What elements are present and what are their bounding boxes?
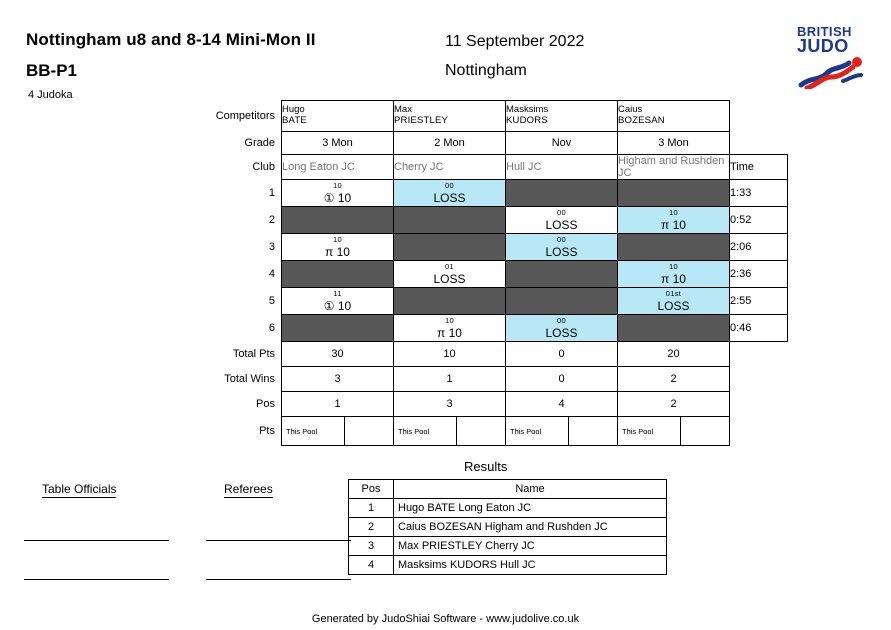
total-points-cell: 20 (618, 342, 730, 367)
competitor-cell-4 (618, 101, 730, 132)
referees-block (224, 482, 351, 580)
grade-cell-1: 3 Mon (282, 132, 394, 155)
match-cell[interactable] (506, 207, 618, 234)
position-cell: 1 (282, 392, 394, 417)
match-result: LOSS (545, 325, 578, 340)
results-col-pos: Pos (349, 480, 394, 499)
match-result: π 10 (661, 271, 686, 286)
match-cell-blocked (506, 180, 618, 207)
grade-row (207, 132, 788, 155)
total-points-row (207, 342, 788, 367)
total-points-cell: 0 (506, 342, 618, 367)
competitor-first-name: Masksims (506, 104, 549, 116)
table-row (349, 537, 667, 556)
match-code: 10 (669, 262, 678, 271)
match-cell[interactable] (282, 288, 394, 315)
competitor-cell-3 (506, 101, 618, 132)
match-row (207, 207, 788, 234)
match-code: 00 (445, 181, 454, 190)
match-time: 2:06 (730, 234, 788, 261)
pool-code: BB-P1 (26, 61, 78, 80)
match-number: 3 (268, 241, 275, 253)
spacer-cell (730, 101, 788, 132)
match-cell-blocked (618, 315, 730, 342)
match-number: 4 (268, 268, 275, 280)
result-pos: 2 (349, 518, 394, 537)
british-judo-logo (797, 26, 869, 94)
match-cell[interactable] (394, 315, 506, 342)
match-cell[interactable] (282, 180, 394, 207)
competitor-cell-1 (282, 101, 394, 132)
result-name: Hugo BATE Long Eaton JC (394, 499, 667, 518)
club-row (207, 155, 788, 180)
result-pos: 1 (349, 499, 394, 518)
pts-value[interactable] (681, 417, 729, 445)
match-row (207, 288, 788, 315)
match-time: 0:46 (730, 315, 788, 342)
results-table (348, 479, 667, 575)
total-points-cell: 10 (394, 342, 506, 367)
result-name: Masksims KUDORS Hull JC (394, 556, 667, 575)
results-col-name: Name (394, 480, 667, 499)
row-label-total-wins: Total Wins (224, 373, 275, 385)
club-cell-3: Hull JC (506, 155, 618, 180)
judo-figure-icon (797, 55, 869, 89)
total-wins-cell: 0 (506, 367, 618, 392)
match-cell-blocked (394, 234, 506, 261)
grade-cell-4: 3 Mon (618, 132, 730, 155)
match-code: 10 (333, 235, 342, 244)
match-cell[interactable] (618, 207, 730, 234)
row-label-pts: Pts (259, 425, 275, 437)
grade-cell-3: Nov (506, 132, 618, 155)
match-code: 10 (669, 208, 678, 217)
match-number: 5 (268, 295, 275, 307)
pts-cell (394, 417, 506, 446)
table-row (349, 499, 667, 518)
match-time: 2:36 (730, 261, 788, 288)
result-name: Caius BOZESAN Higham and Rushden JC (394, 518, 667, 537)
result-pos: 4 (349, 556, 394, 575)
position-row (207, 392, 788, 417)
spacer-cell (730, 342, 788, 367)
match-result: LOSS (433, 190, 466, 205)
pts-cell (506, 417, 618, 446)
match-cell-blocked (618, 180, 730, 207)
competitor-last-name: BOZESAN (618, 115, 665, 126)
total-wins-cell: 1 (394, 367, 506, 392)
grade-cell-2: 2 Mon (394, 132, 506, 155)
results-header-row (349, 480, 667, 499)
match-cell-blocked (282, 261, 394, 288)
competitor-first-name: Hugo (282, 104, 305, 116)
match-time: 2:55 (730, 288, 788, 315)
row-label-grade: Grade (244, 137, 275, 149)
table-officials-block (42, 482, 169, 580)
match-cell[interactable] (282, 234, 394, 261)
match-cell-blocked (394, 288, 506, 315)
match-cell-blocked (618, 234, 730, 261)
match-cell-blocked (506, 261, 618, 288)
match-result: ① 10 (323, 298, 352, 313)
event-venue: Nottingham (445, 62, 527, 79)
match-number: 1 (268, 187, 275, 199)
match-row (207, 315, 788, 342)
pts-cell (618, 417, 730, 446)
logo-line-2: JUDO (797, 36, 849, 57)
match-code: 10 (333, 181, 342, 190)
row-label-club: Club (252, 161, 275, 173)
position-cell: 3 (394, 392, 506, 417)
competitor-first-name: Max (394, 104, 412, 116)
pts-value[interactable] (345, 417, 393, 445)
result-name: Max PRIESTLEY Cherry JC (394, 537, 667, 556)
match-row (207, 234, 788, 261)
match-cell-blocked (282, 207, 394, 234)
results-body (349, 499, 667, 575)
match-code: 11 (333, 289, 342, 298)
pool-table (207, 100, 788, 446)
pts-cell (282, 417, 394, 446)
results-head (349, 480, 667, 499)
spacer-cell (730, 132, 788, 155)
logo-line-1: BRITISH (797, 24, 852, 39)
pool-table-body (207, 101, 788, 446)
pts-pool-label: This Pool (506, 417, 569, 445)
table-row (349, 518, 667, 537)
competitor-last-name: PRIESTLEY (394, 115, 449, 126)
pts-pool-label: This Pool (618, 417, 681, 445)
total-wins-cell: 2 (618, 367, 730, 392)
match-cell[interactable] (506, 315, 618, 342)
table-row (349, 556, 667, 575)
row-label-pos: Pos (256, 398, 275, 410)
results-title: Results (464, 459, 508, 474)
match-code: 00 (557, 235, 566, 244)
pts-pool-label: This Pool (394, 417, 457, 445)
pts-pool-label: This Pool (282, 417, 345, 445)
event-date: 11 September 2022 (445, 33, 585, 50)
match-result: π 10 (661, 217, 686, 232)
competitors-row (207, 101, 788, 132)
result-pos: 3 (349, 537, 394, 556)
time-column-header: Time (730, 155, 788, 180)
match-result: LOSS (545, 217, 578, 232)
club-cell-4: Higham and Rushden JC (618, 155, 730, 180)
position-cell: 4 (506, 392, 618, 417)
match-result: π 10 (325, 244, 350, 259)
match-time: 0:52 (730, 207, 788, 234)
match-code: 00 (557, 316, 566, 325)
match-cell[interactable] (618, 288, 730, 315)
match-row (207, 180, 788, 207)
total-points-cell: 30 (282, 342, 394, 367)
referees-line-2[interactable] (206, 559, 351, 580)
competitor-last-name: BATE (282, 115, 307, 126)
pts-row (207, 417, 788, 446)
total-wins-row (207, 367, 788, 392)
match-result: π 10 (437, 325, 462, 340)
match-cell[interactable] (618, 261, 730, 288)
competitor-first-name: Caius (618, 104, 643, 116)
match-code: 01 (445, 262, 454, 271)
referees-label: Referees (224, 482, 273, 496)
match-time: 1:33 (730, 180, 788, 207)
match-number: 6 (268, 322, 275, 334)
referees-line-1[interactable] (206, 520, 351, 541)
match-code: 00 (557, 208, 566, 217)
row-label-competitors: Competitors (215, 110, 275, 122)
row-label-total-pts: Total Pts (232, 348, 275, 360)
table-officials-line-1[interactable] (24, 520, 169, 541)
logo-wordmark (797, 26, 869, 55)
match-cell-blocked (394, 207, 506, 234)
pts-value[interactable] (457, 417, 505, 445)
competitor-cell-2 (394, 101, 506, 132)
judoka-count: 4 Judoka (28, 89, 73, 101)
spacer-cell (730, 367, 788, 392)
match-code: 01st (665, 289, 682, 298)
footer-text: Generated by JudoShiai Software - www.judolive.co.uk (311, 613, 580, 625)
match-cell-blocked (506, 288, 618, 315)
match-code: 10 (445, 316, 454, 325)
competitor-last-name: KUDORS (506, 115, 548, 126)
match-result: ① 10 (323, 190, 352, 205)
match-cell[interactable] (394, 180, 506, 207)
pts-value[interactable] (569, 417, 617, 445)
match-result: LOSS (433, 271, 466, 286)
match-result: LOSS (657, 298, 690, 313)
table-officials-line-2[interactable] (24, 559, 169, 580)
spacer-cell (730, 417, 788, 446)
total-wins-cell: 3 (282, 367, 394, 392)
match-number: 2 (268, 214, 275, 226)
match-cell-blocked (282, 315, 394, 342)
match-result: LOSS (545, 244, 578, 259)
match-row (207, 261, 788, 288)
spacer-cell (730, 392, 788, 417)
position-cell: 2 (618, 392, 730, 417)
table-officials-label: Table Officials (42, 482, 117, 496)
match-cell[interactable] (506, 234, 618, 261)
page-title: Nottingham u8 and 8-14 Mini-Mon II (26, 30, 316, 49)
club-cell-2: Cherry JC (394, 155, 506, 180)
match-cell[interactable] (394, 261, 506, 288)
club-cell-1: Long Eaton JC (282, 155, 394, 180)
